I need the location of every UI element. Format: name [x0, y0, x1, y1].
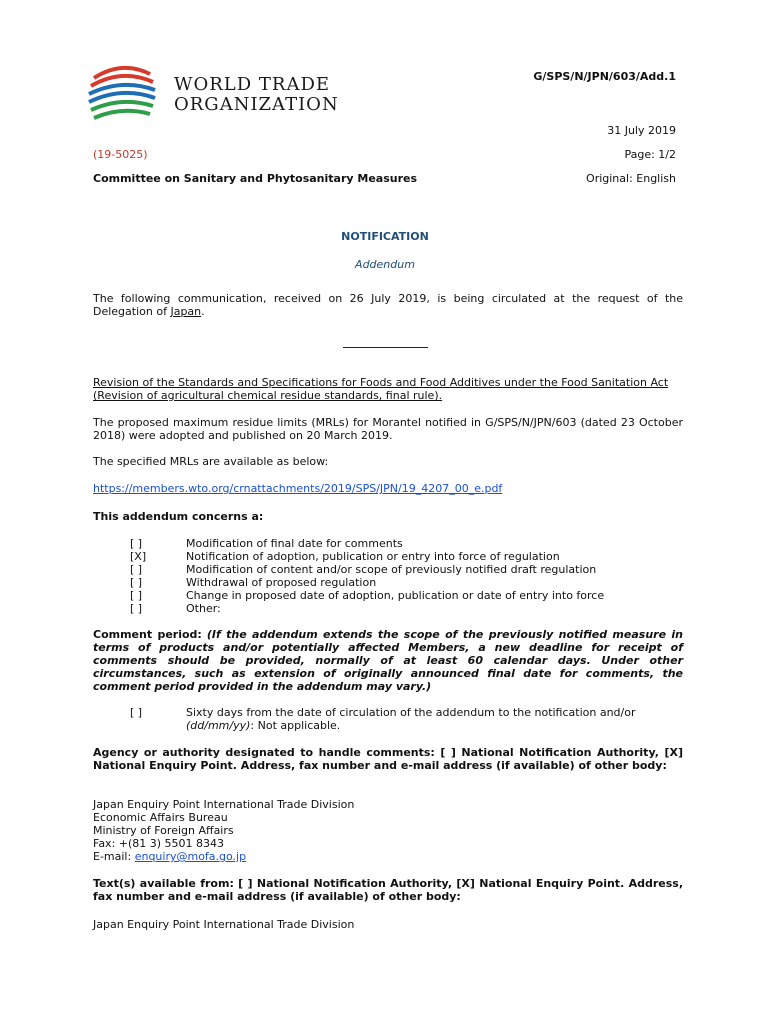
concern-item	[130, 602, 690, 615]
page-number: Page: 1/2	[624, 148, 676, 161]
texts-available-heading: Text(s) available from: [ ] National Notification Authority, [X] National Enquiry Point. Address, fax number and e-mail address (if available) of other body:	[93, 877, 683, 903]
comment-period-label: Comment period:	[93, 628, 202, 641]
document-symbol: G/SPS/N/JPN/603/Add.1	[533, 70, 676, 83]
concern-item	[130, 563, 690, 576]
subject-title: Revision of the Standards and Specifications for Foods and Food Additives under the Food Sanitation Act (Revision of agricultural chemical residue standards, final rule).	[93, 376, 669, 402]
intro-paragraph: The following communication, received on 26 July 2019, is being circulated at the request of the Delegation of Japan.	[93, 292, 683, 318]
document-date: 31 July 2019	[607, 124, 676, 137]
agency-address-line: Japan Enquiry Point International Trade Division	[93, 798, 355, 811]
agency-address-line: Economic Affairs Bureau	[93, 811, 228, 824]
concern-checkbox[interactable]: [ ]	[130, 602, 143, 615]
agency-address-line: Ministry of Foreign Affairs	[93, 824, 234, 837]
concern-checkbox[interactable]: [ ]	[130, 589, 143, 602]
agency-email-link[interactable]: enquiry@mofa.go.jp	[134, 850, 247, 863]
concern-item	[130, 550, 690, 563]
concerns-heading: This addendum concerns a:	[93, 510, 264, 523]
concern-item	[130, 576, 690, 589]
org-name-line2: ORGANIZATION	[174, 94, 339, 115]
original-language: Original: English	[586, 172, 676, 185]
wto-logo	[84, 56, 160, 132]
notification-heading: NOTIFICATION	[341, 230, 429, 243]
texts-available-address: Japan Enquiry Point International Trade Division	[93, 918, 355, 931]
comment-period	[93, 628, 683, 693]
concern-label: Change in proposed date of adoption, publication or date of entry into force	[186, 589, 605, 602]
mrl-availability: The specified MRLs are available as below:	[93, 455, 329, 468]
org-name-line1: WORLD TRADE	[174, 74, 331, 95]
concern-checkbox[interactable]: [ ]	[130, 576, 143, 589]
concern-checkbox[interactable]: [ ]	[130, 563, 143, 576]
date-format: (dd/mm/yy)	[186, 719, 251, 732]
concern-label: Withdrawal of proposed regulation	[186, 576, 377, 589]
concern-checkbox[interactable]: [ ]	[130, 537, 143, 550]
agency-heading: Agency or authority designated to handle comments: [ ] National Notification Authority, [X] National Enquiry Point. Address, fax number and e-mail address (if available) of other body:	[93, 746, 683, 772]
addendum-subheading: Addendum	[355, 258, 415, 271]
concern-label: Modification of content and/or scope of previously notified draft regulation	[186, 563, 597, 576]
mrl-document-link[interactable]: https://members.wto.org/crnattachments/2019/SPS/JPN/19_4207_00_e.pdf	[93, 482, 503, 495]
sixty-days-text: Sixty days from the date of circulation of the addendum to the notification and/or (dd/mm/yy): Not applicable.	[186, 706, 636, 732]
concern-label: Modification of final date for comments	[186, 537, 403, 550]
concern-label: Notification of adoption, publication or entry into force of regulation	[186, 550, 560, 563]
agency-email-line: E-mail: enquiry@mofa.go.jp	[93, 850, 247, 863]
divider-line	[343, 347, 428, 348]
agency-address-line: Fax: +(81 3) 5501 8343	[93, 837, 225, 850]
concern-item	[130, 537, 690, 550]
concern-checkbox[interactable]: [X]	[130, 550, 147, 563]
reference-number: (19-5025)	[93, 148, 148, 161]
sixty-days-checkbox[interactable]: [ ]	[130, 706, 143, 719]
committee-name: Committee on Sanitary and Phytosanitary Measures	[93, 172, 418, 185]
concern-item	[130, 589, 690, 602]
concern-label: Other:	[186, 602, 221, 615]
subject-body: The proposed maximum residue limits (MRLs) for Morantel notified in G/SPS/N/JPN/603 (dated 23 October 2018) were adopted and published on 20 March 2019.	[93, 416, 683, 442]
comment-period-text: (If the addendum extends the scope of the previously notified measure in terms of products and/or potentially affected Members, a new deadline for receipt of comments should be provided, normally of at least 60 calendar days. Under other circumstances, such as extension of originally announced final date for comments, the comment period provided in the addendum may vary.)	[93, 628, 683, 693]
country-name: Japan	[170, 305, 202, 318]
